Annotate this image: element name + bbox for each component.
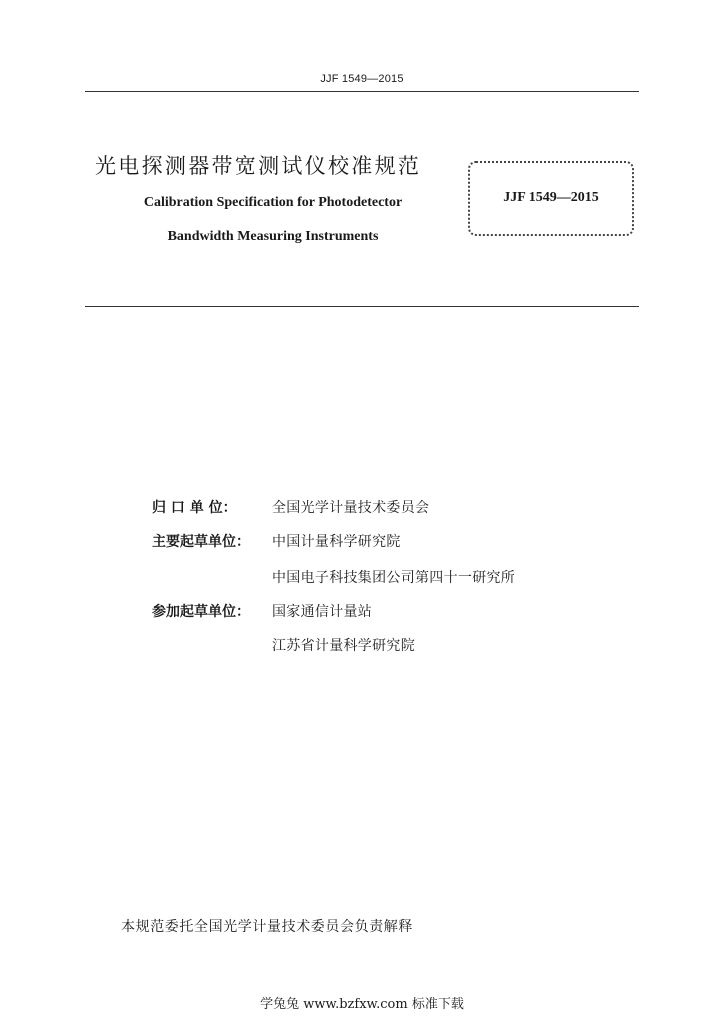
header-standard-code: JJF 1549—2015 <box>320 73 404 85</box>
participating-drafters-label: 参加起草单位： <box>152 604 250 620</box>
main-drafters-label: 主要起草单位： <box>152 534 250 550</box>
title-chinese: 光电探测器带宽测试仪校准规范 <box>95 154 422 178</box>
watermark-url[interactable]: www.bzfxw.com <box>303 997 408 1012</box>
watermark <box>0 993 724 1012</box>
title-rule <box>85 306 639 307</box>
participating-drafter-item: 江苏省计量科学研究院 <box>272 638 415 654</box>
interpretation-note: 本规范委托全国光学计量技术委员会负责解释 <box>121 919 413 935</box>
responsible-unit-label: 归 口 单 位： <box>152 500 237 516</box>
watermark-prefix: 学兔兔 <box>260 997 300 1012</box>
participating-drafter-item: 国家通信计量站 <box>272 604 373 620</box>
header-rule <box>85 91 639 92</box>
responsible-unit-value: 全国光学计量技术委员会 <box>272 500 430 516</box>
main-drafter-item: 中国计量科学研究院 <box>272 534 401 550</box>
title-english-line2: Bandwidth Measuring Instruments <box>167 229 379 244</box>
title-english-line1: Calibration Specification for Photodetector <box>143 195 403 210</box>
main-drafter-item: 中国电子科技集团公司第四十一研究所 <box>272 570 516 586</box>
watermark-suffix: 标准下载 <box>411 997 464 1012</box>
standard-code-box-text: JJF 1549—2015 <box>503 190 599 205</box>
